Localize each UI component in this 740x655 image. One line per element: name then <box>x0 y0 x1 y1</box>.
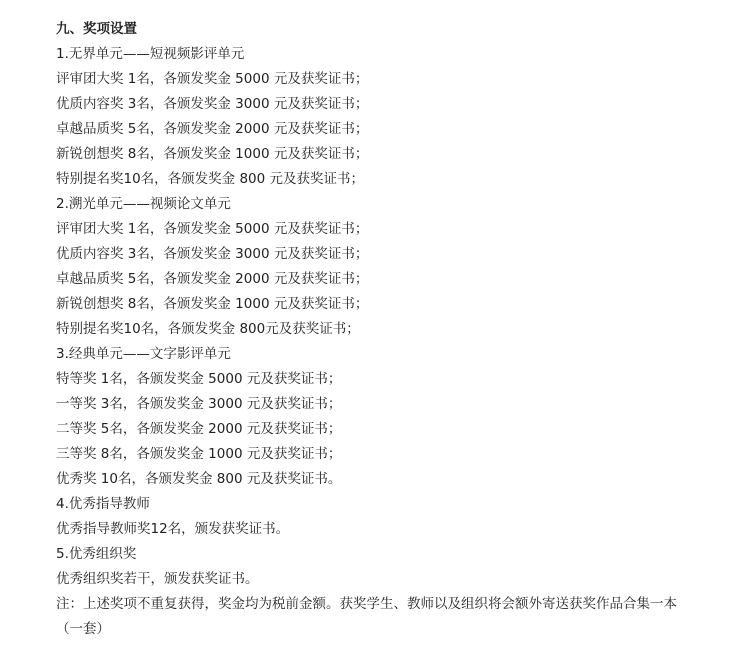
unit-4 <box>56 492 740 542</box>
award-line: 特别提名奖10名，各颁发奖金 800 元及获奖证书； <box>56 171 365 187</box>
award-line: 优秀奖 10名，各颁发奖金 800 元及获奖证书。 <box>56 471 342 487</box>
award-line: 优秀组织奖若干，颁发获奖证书。 <box>56 571 259 587</box>
unit-title: 3.经典单元——文字影评单元 <box>56 346 231 362</box>
award-line: 评审团大奖 1名，各颁发奖金 5000 元及获奖证书； <box>56 221 369 237</box>
award-line: 二等奖 5名，各颁发奖金 2000 元及获奖证书； <box>56 421 342 437</box>
unit-title: 4.优秀指导教师 <box>56 496 150 512</box>
award-line: 一等奖 3名，各颁发奖金 3000 元及获奖证书； <box>56 396 342 412</box>
footnote: 注：上述奖项不重复获得，奖金均为税前金额。获奖学生、教师以及组织将会额外寄送获奖作品合集一本（一套） <box>56 596 677 637</box>
award-line: 三等奖 8名，各颁发奖金 1000 元及获奖证书； <box>56 446 342 462</box>
award-line: 卓越品质奖 5名，各颁发奖金 2000 元及获奖证书； <box>56 121 369 137</box>
award-line: 新锐创想奖 8名，各颁发奖金 1000 元及获奖证书； <box>56 296 369 312</box>
award-line: 优质内容奖 3名，各颁发奖金 3000 元及获奖证书； <box>56 246 369 262</box>
unit-3 <box>56 342 740 492</box>
award-line: 评审团大奖 1名，各颁发奖金 5000 元及获奖证书； <box>56 71 369 87</box>
unit-title: 1.无界单元——短视频影评单元 <box>56 46 245 62</box>
unit-2 <box>56 192 740 342</box>
award-line: 卓越品质奖 5名，各颁发奖金 2000 元及获奖证书； <box>56 271 369 287</box>
section-heading: 九、奖项设置 <box>56 21 137 37</box>
award-line: 特别提名奖10名，各颁发奖金 800元及获奖证书； <box>56 321 360 337</box>
award-line: 优秀指导教师奖12名，颁发获奖证书。 <box>56 521 290 537</box>
award-line: 新锐创想奖 8名，各颁发奖金 1000 元及获奖证书； <box>56 146 369 162</box>
unit-5 <box>56 542 740 592</box>
unit-1 <box>56 42 740 192</box>
award-line: 优质内容奖 3名，各颁发奖金 3000 元及获奖证书； <box>56 96 369 112</box>
unit-title: 2.溯光单元——视频论文单元 <box>56 196 231 212</box>
award-line: 特等奖 1名，各颁发奖金 5000 元及获奖证书； <box>56 371 342 387</box>
unit-title: 5.优秀组织奖 <box>56 546 137 562</box>
